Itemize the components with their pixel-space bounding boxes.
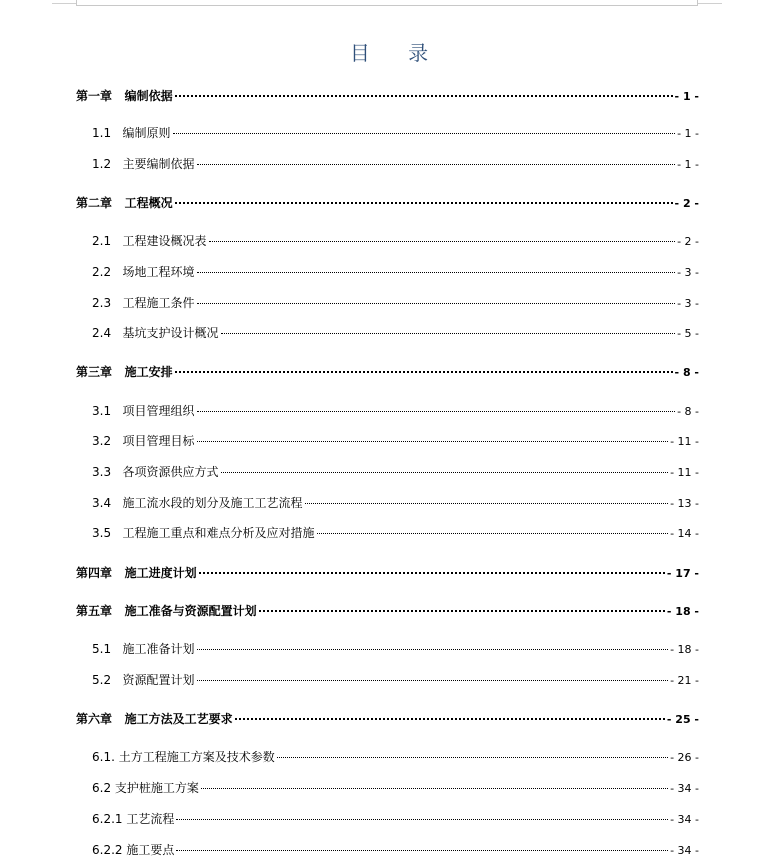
toc-label: 工艺流程	[126, 812, 175, 826]
toc-number: 3.3	[92, 465, 112, 479]
toc-chapter-6[interactable]	[76, 710, 699, 728]
toc-leader	[317, 533, 669, 534]
toc-leader	[259, 610, 665, 612]
toc-page-number: - 34 -	[670, 782, 699, 795]
toc-label: 施工流水段的划分及施工工艺流程	[122, 496, 303, 510]
toc-leader	[277, 757, 668, 758]
toc-leader	[235, 718, 665, 720]
toc-section-3-4[interactable]	[92, 494, 699, 512]
toc-label: 土方工程施工方案及技术参数	[118, 750, 275, 764]
toc-leader	[176, 850, 668, 851]
toc-number: 1.1	[92, 126, 112, 140]
toc-number: 第四章	[76, 566, 113, 580]
toc-page-number: - 1 -	[677, 127, 699, 140]
toc-leader	[221, 472, 669, 473]
toc-label: 工程施工条件	[122, 296, 195, 310]
toc-page-number: - 8 -	[674, 366, 699, 379]
toc-page-number: - 13 -	[670, 497, 699, 510]
toc-label: 主要编制依据	[122, 157, 195, 171]
toc-section-2-4[interactable]	[92, 324, 699, 342]
toc-page-number: - 5 -	[677, 327, 699, 340]
toc-leader	[197, 272, 676, 273]
toc-label: 编制原则	[122, 126, 171, 140]
toc-leader	[197, 164, 676, 165]
toc-label: 各项资源供应方式	[122, 465, 219, 479]
toc-section-3-2[interactable]	[92, 432, 699, 450]
toc-chapter-2[interactable]	[76, 194, 699, 212]
toc-section-3-1[interactable]	[92, 402, 699, 420]
toc-section-6-2[interactable]	[92, 779, 699, 797]
toc-page-number: - 1 -	[677, 158, 699, 171]
toc-number: 6.1.	[92, 750, 115, 764]
toc-page-number: - 34 -	[670, 813, 699, 826]
toc-label: 工程概况	[124, 196, 173, 210]
toc-label: 项目管理目标	[122, 434, 195, 448]
page-top-border-left	[52, 3, 76, 4]
toc-leader	[175, 202, 673, 204]
toc-number: 第六章	[76, 712, 113, 726]
toc-leader	[197, 303, 676, 304]
toc-label: 施工进度计划	[124, 566, 197, 580]
toc-leader	[175, 371, 673, 373]
toc-page-number: - 18 -	[670, 643, 699, 656]
toc-page-number: - 34 -	[670, 844, 699, 857]
toc-leader	[175, 95, 673, 97]
toc-number: 第五章	[76, 604, 113, 618]
toc-page-number: - 8 -	[677, 405, 699, 418]
toc-section-2-2[interactable]	[92, 263, 699, 281]
toc-page-number: - 18 -	[666, 605, 699, 618]
toc-section-3-3[interactable]	[92, 463, 699, 481]
toc-label: 施工准备计划	[122, 642, 195, 656]
toc-leader	[199, 572, 665, 574]
toc-number: 3.2	[92, 434, 112, 448]
toc-section-3-5[interactable]	[92, 524, 699, 542]
page-top-border-right	[698, 3, 722, 4]
toc-page-number: - 21 -	[670, 674, 699, 687]
toc-page-number: - 1 -	[674, 90, 699, 103]
toc-page-number: - 25 -	[666, 713, 699, 726]
toc-leader	[197, 649, 669, 650]
toc-label: 施工方法及工艺要求	[124, 712, 233, 726]
toc-number: 2.1	[92, 234, 112, 248]
toc-section-1-1[interactable]	[92, 124, 699, 142]
toc-section-6-1[interactable]	[92, 748, 699, 766]
toc-page-number: - 11 -	[670, 435, 699, 448]
toc-section-6-2-2[interactable]	[92, 841, 699, 859]
toc-page-number: - 17 -	[666, 567, 699, 580]
toc-number: 3.5	[92, 526, 112, 540]
toc-number: 第一章	[76, 89, 113, 103]
toc-number: 3.1	[92, 404, 112, 418]
toc-section-1-2[interactable]	[92, 155, 699, 173]
toc-number: 5.2	[92, 673, 112, 687]
toc-chapter-3[interactable]	[76, 363, 699, 381]
toc-chapter-4[interactable]	[76, 564, 699, 582]
toc-leader	[176, 819, 668, 820]
toc-page-number: - 26 -	[670, 751, 699, 764]
toc-leader	[173, 133, 676, 134]
toc-leader	[197, 680, 669, 681]
toc-number: 2.2	[92, 265, 112, 279]
toc-label: 场地工程环境	[122, 265, 195, 279]
toc-label: 支护桩施工方案	[114, 781, 199, 795]
toc-label: 基坑支护设计概况	[122, 326, 219, 340]
toc-leader	[305, 503, 669, 504]
toc-page-number: - 3 -	[677, 297, 699, 310]
toc-number: 3.4	[92, 496, 112, 510]
toc-leader	[197, 441, 669, 442]
toc-label: 工程建设概况表	[122, 234, 207, 248]
toc-label: 施工准备与资源配置计划	[124, 604, 257, 618]
toc-number: 6.2.2	[92, 843, 123, 857]
toc-page-number: - 2 -	[677, 235, 699, 248]
toc-number: 第三章	[76, 365, 113, 379]
toc-number: 6.2	[92, 781, 112, 795]
toc-section-5-2[interactable]	[92, 671, 699, 689]
toc-label: 项目管理组织	[122, 404, 195, 418]
toc-chapter-5[interactable]	[76, 602, 699, 620]
toc-label: 编制依据	[124, 89, 173, 103]
toc-number: 2.4	[92, 326, 112, 340]
toc-label: 施工要点	[126, 843, 175, 857]
toc-title: 目 录	[349, 41, 445, 65]
toc-number: 第二章	[76, 196, 113, 210]
toc-number: 1.2	[92, 157, 112, 171]
toc-leader	[209, 241, 676, 242]
toc-leader	[221, 333, 676, 334]
toc-section-5-1[interactable]	[92, 640, 699, 658]
toc-chapter-1[interactable]	[76, 87, 699, 105]
toc-page-number: - 11 -	[670, 466, 699, 479]
toc-page-number: - 14 -	[670, 527, 699, 540]
toc-section-2-1[interactable]	[92, 232, 699, 250]
toc-page-number: - 3 -	[677, 266, 699, 279]
page-top-edge	[76, 0, 698, 6]
toc-number: 5.1	[92, 642, 112, 656]
toc-number: 6.2.1	[92, 812, 123, 826]
toc-label: 工程施工重点和难点分析及应对措施	[122, 526, 315, 540]
toc-number: 2.3	[92, 296, 112, 310]
toc-leader	[197, 411, 676, 412]
toc-section-6-2-1[interactable]	[92, 810, 699, 828]
toc-label: 施工安排	[124, 365, 173, 379]
toc-section-2-3[interactable]	[92, 294, 699, 312]
toc-label: 资源配置计划	[122, 673, 195, 687]
toc-leader	[201, 788, 668, 789]
toc-page-number: - 2 -	[674, 197, 699, 210]
